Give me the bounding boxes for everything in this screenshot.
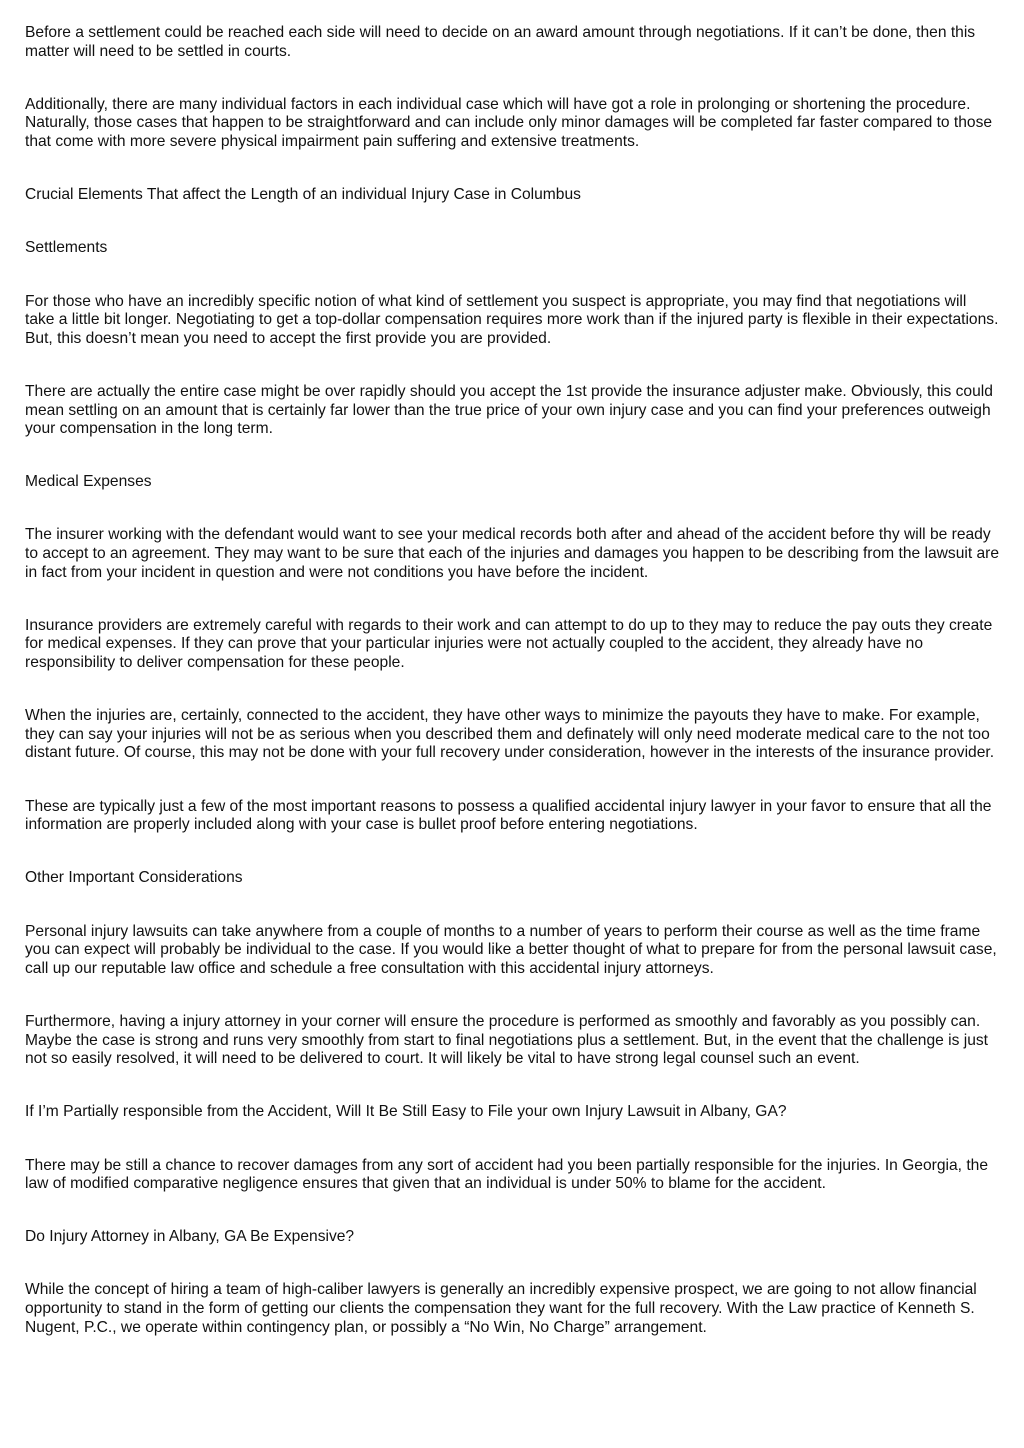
paragraph-insurance-providers: Insurance providers are extremely careful with regards to their work and can attempt to do up to they may to reduce the pay outs they create for medical expenses. If they can prove that your particular injuries were not actually coupled to the accident, they already have no responsibility to deliver compensation for these people. xyxy=(25,616,993,672)
heading-partially-responsible: If I’m Partially responsible from the Accident, Will It Be Still Easy to File your own Injury Lawsuit in Albany, GA? xyxy=(25,1103,787,1121)
heading-crucial-elements: Crucial Elements That affect the Length of an individual Injury Case in Columbus xyxy=(25,186,581,204)
paragraph-lawsuit-duration: Personal injury lawsuits can take anywhere from a couple of months to a number of years to perform their course as well as the time frame you can expect will probably be individual to the case. If you would like a better thought of what to prepare for from the personal lawsuit case, call up our reputable law office and schedule a free consultation with this accidental injury attorneys. xyxy=(25,922,997,977)
paragraph-settlement-expectations: For those who have an incredibly specific notion of what kind of settlement you suspect is appropriate, you may find that negotiations will take a little bit longer. Negotiating to get a top-dollar compensation requires more work than if the injured party is flexible in their expectations. But, this doesn’t mean you need to accept the first provide you are provided. xyxy=(25,292,999,347)
paragraph-minimize-payouts: When the injuries are, certainly, connected to the accident, they have other ways to minimize the payouts they have to make. For example, they can say your injuries will not be as serious when you described them and definately will only need moderate medical care to the not too distant future. Of course, this may not be done with your full recovery under consideration, however in the interests of the insurance provider. xyxy=(25,707,995,762)
paragraph-individual-factors: Additionally, there are many individual factors in each individual case which will have got a role in prolonging or shortening the procedure. Naturally, those cases that happen to be straightforward and can include only minor damages will be completed far faster compared to those that come with more severe physical impairment pain suffering and extensive treatments. xyxy=(25,95,993,150)
paragraph-qualified-lawyer: These are typically just a few of the most important reasons to possess a qualified accidental injury lawyer in your favor to ensure that all the information are properly included along with your case is bullet proof before entering negotiations. xyxy=(25,797,992,834)
heading-other-considerations: Other Important Considerations xyxy=(25,869,243,887)
heading-settlements: Settlements xyxy=(25,239,108,257)
paragraph-settlement-intro: Before a settlement could be reached each side will need to decide on an award amount through negotiations. If it can’t be done, then this matter will need to be settled in courts. xyxy=(25,24,976,60)
paragraph-comparative-negligence: There may be still a chance to recover damages from any sort of accident had you been partially responsible for the injuries. In Georgia, the law of modified comparative negligence ensures that given that an individual is under 50% to blame for the accident. xyxy=(25,1156,988,1193)
paragraph-attorney-benefit: Furthermore, having a injury attorney in your corner will ensure the procedure is performed as smoothly and favorably as you possibly can. Maybe the case is strong and runs very smoothly from start to final negotiations plus a settlement. But, in the event that the challenge is just not so easily resolved, it will need to be delivered to court. It will likely be vital to have strong legal counsel such an event. xyxy=(25,1012,988,1068)
document-page xyxy=(25,24,1000,1337)
heading-medical-expenses: Medical Expenses xyxy=(25,473,152,491)
paragraph-medical-records: The insurer working with the defendant would want to see your medical records both after and ahead of the accident before thy will be ready to accept to an agreement. They may want to be sure that each of the injuries and damages you happen to be describing from the lawsuit are in fact from your incident in question and were not conditions you have before the incident. xyxy=(25,526,1000,581)
paragraph-contingency-plan: While the concept of hiring a team of high-caliber lawyers is generally an incredibly expensive prospect, we are going to not allow financial opportunity to stand in the form of getting our clients the compensation they want for the full recovery. With the Law practice of Kenneth S. Nugent, P.C., we operate within contingency plan, or possibly a “No Win, No Charge” arrangement. xyxy=(25,1281,977,1336)
heading-attorney-expense: Do Injury Attorney in Albany, GA Be Expensive? xyxy=(25,1228,355,1246)
paragraph-first-offer: There are actually the entire case might be over rapidly should you accept the 1st provide the insurance adjuster make. Obviously, this could mean settling on an amount that is certainly far lower than the true price of your own injury case and you can find your preferences outweigh your compensation in the long term. xyxy=(25,382,993,438)
